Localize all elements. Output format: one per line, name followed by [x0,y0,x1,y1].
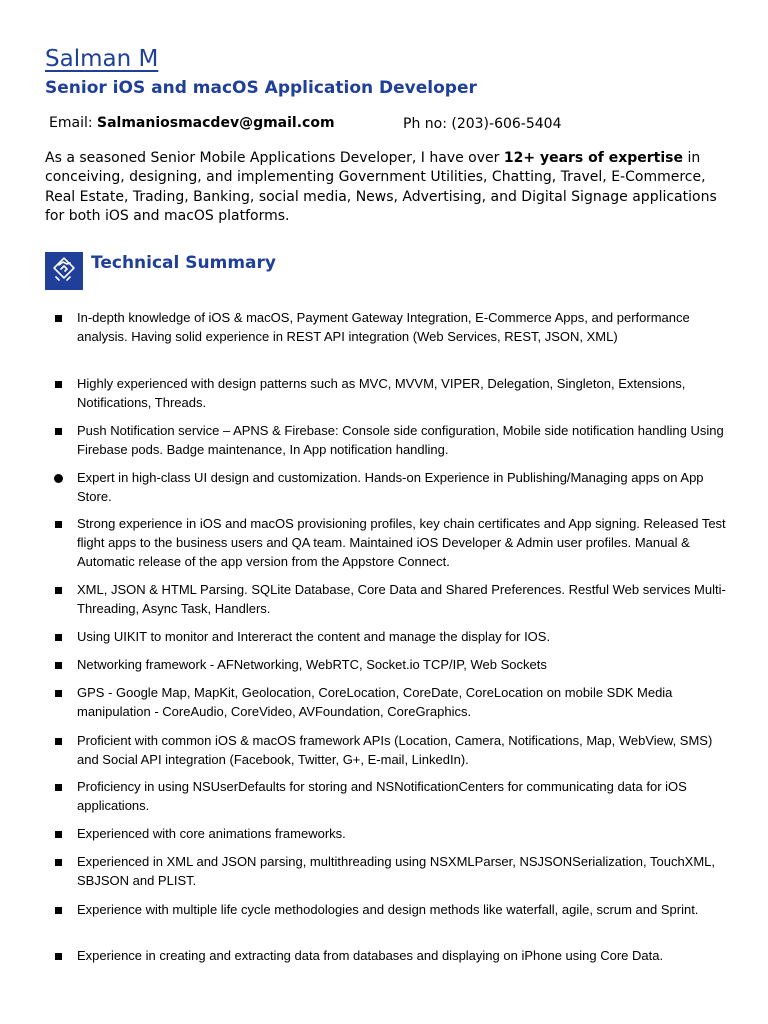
list-item-text: Experience with multiple life cycle methodologies and design methods like waterfall, agile, scrum and Sprint. [77,902,699,917]
bullet-marker [55,381,62,388]
section-title-technical-summary: Technical Summary [91,253,276,273]
list-item-text: Highly experienced with design patterns such as MVC, MVVM, VIPER, Delegation, Singleton, Extensions, Notifications, Threads. [77,376,686,411]
bullet-marker [55,690,62,697]
bullet-marker [55,859,62,866]
job-title: Senior iOS and macOS Application Developer [45,78,477,98]
bullet-marker [54,474,63,483]
email-address[interactable]: Salmaniosmacdev@gmail.com [97,115,335,131]
list-item [77,731,732,769]
list-item-text: Networking framework - AFNetworking, WebRTC, Socket.io TCP/IP, Web Sockets [77,657,547,672]
bullet-marker [55,315,62,322]
list-item [77,421,732,459]
bullet-marker [55,428,62,435]
bullet-marker [55,521,62,528]
list-item [77,655,732,674]
bullet-marker [55,953,62,960]
list-item-text: XML, JSON & HTML Parsing. SQLite Database, Core Data and Shared Preferences. Restful Web services Multi-Threading, Async Task, Handlers. [77,582,726,617]
summary-highlight: 12+ years of expertise [503,150,683,166]
candidate-name: Salman M [45,46,159,72]
email-label: Email: [49,115,93,131]
list-item [77,824,732,843]
list-item-text: Strong experience in iOS and macOS provisioning profiles, key chain certificates and App signing. Released Test flight apps to the business users and QA team. Maintained iOS Developer & Admin user profiles. Manual & Automatic release of the app version from the Appstore Connect. [77,516,726,570]
bullet-marker [55,907,62,914]
list-item-text: Experience in creating and extracting data from databases and displaying on iPhone using Core Data. [77,948,664,963]
list-item-text: GPS - Google Map, MapKit, Geolocation, CoreLocation, CoreDate, CoreLocation on mobile SDK Media manipulation - CoreAudio, CoreVideo, AVFoundation, CoreGraphics. [77,685,673,720]
list-item-text: Proficient with common iOS & macOS framework APIs (Location, Camera, Notifications, Map, WebView, SMS) and Social API integration (Facebook, Twitter, G+, E-mail, LinkedIn). [77,733,713,768]
summary-text-before: As a seasoned Senior Mobile Applications Developer, I have over [45,150,500,166]
list-item [77,852,732,890]
bullet-marker [55,784,62,791]
summary-text-after: in conceiving, designing, and implementing Government Utilities, Chatting, Travel, E-Commerce, Real Estate, Trading, Banking, social media, News, Advertising, and Digital Signage applications for both iOS and macOS platforms. [45,150,717,224]
bullet-marker [55,587,62,594]
list-item [77,308,732,346]
profile-summary [45,149,735,226]
list-item [77,777,732,815]
phone-number: (203)-606-5404 [451,116,562,132]
list-item-text: Proficiency in using NSUserDefaults for storing and NSNotificationCenters for communicating data for iOS applications. [77,779,687,814]
bullet-marker [55,662,62,669]
list-item-text: Push Notification service – APNS & Firebase: Console side configuration, Mobile side notification handling Using Firebase pods. Badge maintenance, In App notification handling. [77,423,724,458]
list-item-text: Using UIKIT to monitor and Intereract the content and manage the display for IOS. [77,629,551,644]
list-item [77,900,732,919]
list-item-text: Experienced in XML and JSON parsing, multithreading using NSXMLParser, NSJSONSerialization, TouchXML, SBJSON and PLIST. [77,854,716,889]
list-item-text: Expert in high-class UI design and customization. Hands-on Experience in Publishing/Managing apps on App Store. [77,470,704,505]
list-item-text: Experienced with core animations frameworks. [77,826,346,841]
list-item [77,946,732,965]
list-item [77,627,732,646]
bullet-marker [55,738,62,745]
list-item [77,468,732,506]
phone-line [403,114,561,134]
phone-label: Ph no: [403,116,447,132]
list-item [77,374,732,412]
list-item-text: In-depth knowledge of iOS & macOS, Payment Gateway Integration, E-Commerce Apps, and performance analysis. Having solid experience in REST API integration (Web Services, REST, JSON, XML) [77,310,690,345]
email-line [49,113,335,133]
list-item [77,580,732,618]
handshake-icon [45,252,83,290]
list-item [77,514,732,572]
bullet-marker [55,831,62,838]
bullet-marker [55,634,62,641]
list-item [77,683,732,721]
